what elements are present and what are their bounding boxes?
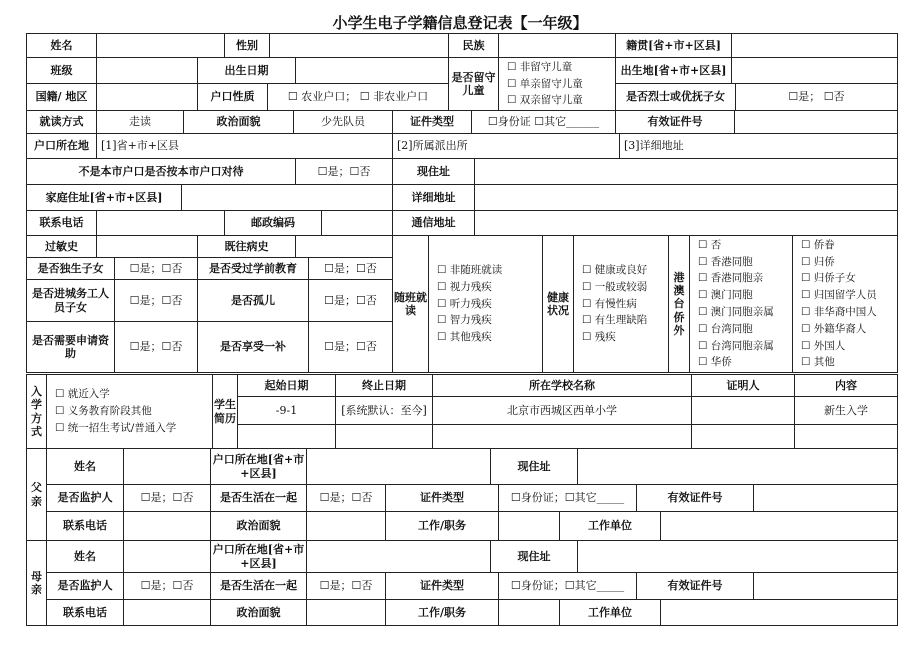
migrant-field[interactable]: ☐是；☐否 [114,279,198,322]
resume-cell[interactable]: -9-1 [237,396,336,425]
overseas-option[interactable]: ☐ 非华裔中国人 [801,306,877,318]
mother-employer-label: 工作单位 [559,599,661,626]
mother-address-label: 现住址 [490,540,578,573]
health-option[interactable]: ☐ 有生理缺陷 [582,314,648,327]
migrant-label: 是否进城务工人员子女 [26,279,115,322]
admission-label: 入学方式 [26,374,47,449]
resume-cell[interactable]: 北京市西城区西单小学 [432,396,692,425]
only-child-field[interactable]: ☐是；☐否 [114,257,198,280]
name-field[interactable] [96,33,225,58]
commute-label: 就读方式 [26,110,97,134]
mail-address-label: 通信地址 [392,210,475,236]
mother-guardian-label: 是否监护人 [46,572,124,600]
mother-id-no-label: 有效证件号 [636,572,754,600]
health-option[interactable]: ☐ 残疾 [582,331,616,344]
preschool-label: 是否受过学前教育 [197,257,309,280]
mother-name-label: 姓名 [46,540,124,573]
admission-options[interactable] [46,374,213,449]
father-guardian-label: 是否监护人 [46,484,124,512]
overseas-option[interactable]: ☐ 归侨子女 [801,272,856,285]
overseas-option[interactable]: ☐ 归国留学人员 [801,289,877,302]
postcode-field[interactable] [321,210,393,236]
father-id-type-field[interactable]: ☐身份证；☐其它_____ [498,484,637,512]
health-label: 健康状况 [542,235,574,373]
martyr-field[interactable]: ☐是； ☐否 [735,83,898,111]
ethnicity-field[interactable] [498,33,616,58]
valid-id-field[interactable] [734,110,898,134]
father-job-field[interactable] [498,511,560,541]
father-political-label: 政治面貌 [210,511,307,541]
father-employer-label: 工作单位 [559,511,661,541]
postcode-label: 邮政编码 [224,210,322,236]
overseas-option[interactable]: ☐ 外国人 [801,339,846,352]
native-place-field[interactable] [731,33,898,58]
overseas-option[interactable]: ☐ 否 [698,238,722,251]
form-title: 小学生电子学籍信息登记表【一年级】 [332,14,588,32]
overseas-option[interactable]: ☐ 其他 [801,356,835,369]
phone-label: 联系电话 [26,210,97,236]
father-phone-label: 联系电话 [46,511,124,541]
inclass-options[interactable] [428,235,543,373]
resume-cell[interactable] [335,424,433,449]
detail-address-field-2[interactable] [474,184,898,211]
allergy-field[interactable] [96,235,198,258]
mother-living-field[interactable]: ☐是；☐否 [306,572,386,600]
resume-cell[interactable]: [系统默认：至今] [335,396,433,425]
medical-history-label: 既往病史 [197,235,296,258]
health-option[interactable]: ☐ 有慢性病 [582,297,637,310]
father-label: 父亲 [26,448,47,541]
birthplace-label: 出生地[省+市+区县] [615,57,732,84]
mother-id-type-field[interactable]: ☐身份证；☐其它_____ [498,572,637,600]
left-behind-option[interactable]: ☐ 单亲留守儿童 [507,77,583,90]
inclass-option[interactable]: ☐ 智力残疾 [437,314,492,327]
father-phone-field[interactable] [123,511,211,541]
id-type-field[interactable]: ☐身份证 ☐其它______ [471,110,616,134]
father-id-type-label: 证件类型 [385,484,499,512]
aid-field[interactable]: ☐是；☐否 [114,321,198,373]
orphan-field[interactable]: ☐是；☐否 [308,279,393,322]
father-id-no-label: 有效证件号 [636,484,754,512]
mother-address-field[interactable] [577,540,898,573]
father-name-field[interactable] [123,448,211,485]
phone-field[interactable] [96,210,225,236]
father-hukou-label: 户口所在地[省+市+区县] [210,448,307,485]
medical-history-field[interactable] [295,235,393,258]
preschool-field[interactable]: ☐是；☐否 [308,257,393,280]
left-behind-label: 是否留守儿童 [448,57,499,111]
father-job-label: 工作/职务 [385,511,499,541]
home-address-label: 家庭住址[省+市+区县] [26,184,182,211]
mother-id-no-field[interactable] [753,572,898,600]
overseas-option[interactable]: ☐ 台湾同胞 [698,322,753,335]
inclass-option[interactable]: ☐ 其他残疾 [437,331,492,344]
father-hukou-field[interactable] [306,448,491,485]
health-option[interactable]: ☐ 健康或良好 [582,264,648,276]
class-label: 班级 [26,57,97,84]
hukou-location-label: 户口所在地 [26,133,97,159]
nationality-label: 国籍/ 地区 [26,83,97,111]
mother-political-label: 政治面貌 [210,599,307,626]
commute-field[interactable]: 走读 [96,110,184,134]
resume-cell[interactable] [432,424,692,449]
resume-cell[interactable] [237,424,336,449]
birth-date-field[interactable] [295,57,449,84]
mother-job-label: 工作/职务 [385,599,499,626]
mother-phone-label: 联系电话 [46,599,124,626]
subsidy-label: 是否享受一补 [197,321,309,373]
aid-label: 是否需要申请资助 [26,321,115,373]
class-field[interactable] [96,57,198,84]
mother-living-label: 是否生活在一起 [210,572,307,600]
father-guardian-field[interactable]: ☐是；☐否 [123,484,211,512]
resume-cell[interactable] [691,424,795,449]
resume-header-content: 内容 [794,374,898,397]
overseas-option[interactable]: ☐ 台湾同胞亲属 [698,339,774,352]
resume-header-end: 终止日期 [335,374,433,397]
overseas-options-1[interactable] [689,235,793,373]
martyr-label: 是否烈士或优抚子女 [615,83,736,111]
police-station-field[interactable]: [2]所属派出所 [392,133,620,159]
birth-date-label: 出生日期 [197,57,296,84]
mother-employer-field[interactable] [660,599,898,626]
resume-header-witness: 证明人 [691,374,795,397]
inclass-option[interactable]: ☐ 视力残疾 [437,280,492,293]
hukou-type-field[interactable]: ☐ 农业户口； ☐ 非农业户口 [267,83,449,111]
mail-address-field[interactable] [474,210,898,236]
mother-name-field[interactable] [123,540,211,573]
orphan-label: 是否孤儿 [197,279,309,322]
father-living-label: 是否生活在一起 [210,484,307,512]
overseas-option[interactable]: ☐ 澳门同胞亲属 [698,306,774,318]
father-living-field[interactable]: ☐是；☐否 [306,484,386,512]
political-label: 政治面貌 [183,110,294,134]
detail-address-field-1[interactable]: [3]详细地址 [619,133,898,159]
resume-cell[interactable] [691,396,795,425]
allergy-label: 过敏史 [26,235,97,258]
resume-cell[interactable]: 新生入学 [794,396,898,425]
gender-field[interactable] [269,33,449,58]
mother-guardian-field[interactable]: ☐是；☐否 [123,572,211,600]
mother-job-field[interactable] [498,599,560,626]
mother-phone-field[interactable] [123,599,211,626]
father-address-label: 现住址 [490,448,578,485]
non-local-field[interactable]: ☐是；☐否 [295,158,393,185]
overseas-option[interactable]: ☐ 香港同胞亲 [698,272,764,285]
father-employer-field[interactable] [660,511,898,541]
native-place-label: 籍贯[省+市+区县] [615,33,732,58]
overseas-options-2[interactable] [792,235,898,373]
father-id-no-field[interactable] [753,484,898,512]
political-field[interactable]: 少先队员 [293,110,393,134]
current-address-label: 现住址 [392,158,475,185]
father-political-field[interactable] [306,511,386,541]
inclass-option[interactable]: ☐ 非随班就读 [437,264,503,276]
father-address-field[interactable] [577,448,898,485]
overseas-label: 港澳台侨外 [668,235,690,373]
admission-option[interactable]: ☐ 义务教育阶段其他 [55,405,152,418]
gender-label: 性别 [224,33,270,58]
birthplace-field[interactable] [731,57,898,84]
resume-header-school: 所在学校名称 [432,374,692,397]
father-name-label: 姓名 [46,448,124,485]
health-option[interactable]: ☐ 一般或较弱 [582,280,648,293]
overseas-option[interactable]: ☐ 归侨 [801,255,835,268]
hukou-type-label: 户口性质 [197,83,268,111]
resume-label: 学生简历 [212,374,238,449]
mother-label: 母亲 [26,540,47,626]
valid-id-label: 有效证件号 [615,110,735,134]
resume-cell[interactable] [794,424,898,449]
current-address-field[interactable] [474,158,898,185]
admission-option[interactable]: ☐ 统一招生考试/普通入学 [55,421,177,434]
nationality-field[interactable] [96,83,198,111]
inclass-option[interactable]: ☐ 听力残疾 [437,297,492,310]
resume-header-start: 起始日期 [237,374,336,397]
left-behind-option[interactable]: ☐ 非留守儿童 [507,60,573,73]
detail-address-label-2: 详细地址 [392,184,475,211]
home-address-field[interactable] [181,184,393,211]
health-options[interactable] [573,235,669,373]
id-type-label: 证件类型 [392,110,472,134]
only-child-label: 是否独生子女 [26,257,115,280]
mother-hukou-field[interactable] [306,540,491,573]
overseas-option[interactable]: ☐ 外籍华裔人 [801,322,867,335]
subsidy-field[interactable]: ☐是；☐否 [308,321,393,373]
left-behind-options[interactable] [498,57,616,111]
left-behind-option[interactable]: ☐ 双亲留守儿童 [507,94,583,107]
admission-option[interactable]: ☐ 就近入学 [55,388,110,401]
overseas-option[interactable]: ☐ 侨眷 [801,238,835,251]
mother-hukou-label: 户口所在地[省+市+区县] [210,540,307,573]
non-local-label: 不是本市户口是否按本市户口对待 [26,158,296,185]
mother-political-field[interactable] [306,599,386,626]
overseas-option[interactable]: ☐ 香港同胞 [698,255,753,268]
mother-id-type-label: 证件类型 [385,572,499,600]
ethnicity-label: 民族 [448,33,499,58]
hukou-location-field[interactable]: [1]省+市+区县 [96,133,393,159]
overseas-option[interactable]: ☐ 澳门同胞 [698,289,753,302]
overseas-option[interactable]: ☐ 华侨 [698,356,732,369]
name-label: 姓名 [26,33,97,58]
inclass-label: 随班就读 [392,235,429,373]
